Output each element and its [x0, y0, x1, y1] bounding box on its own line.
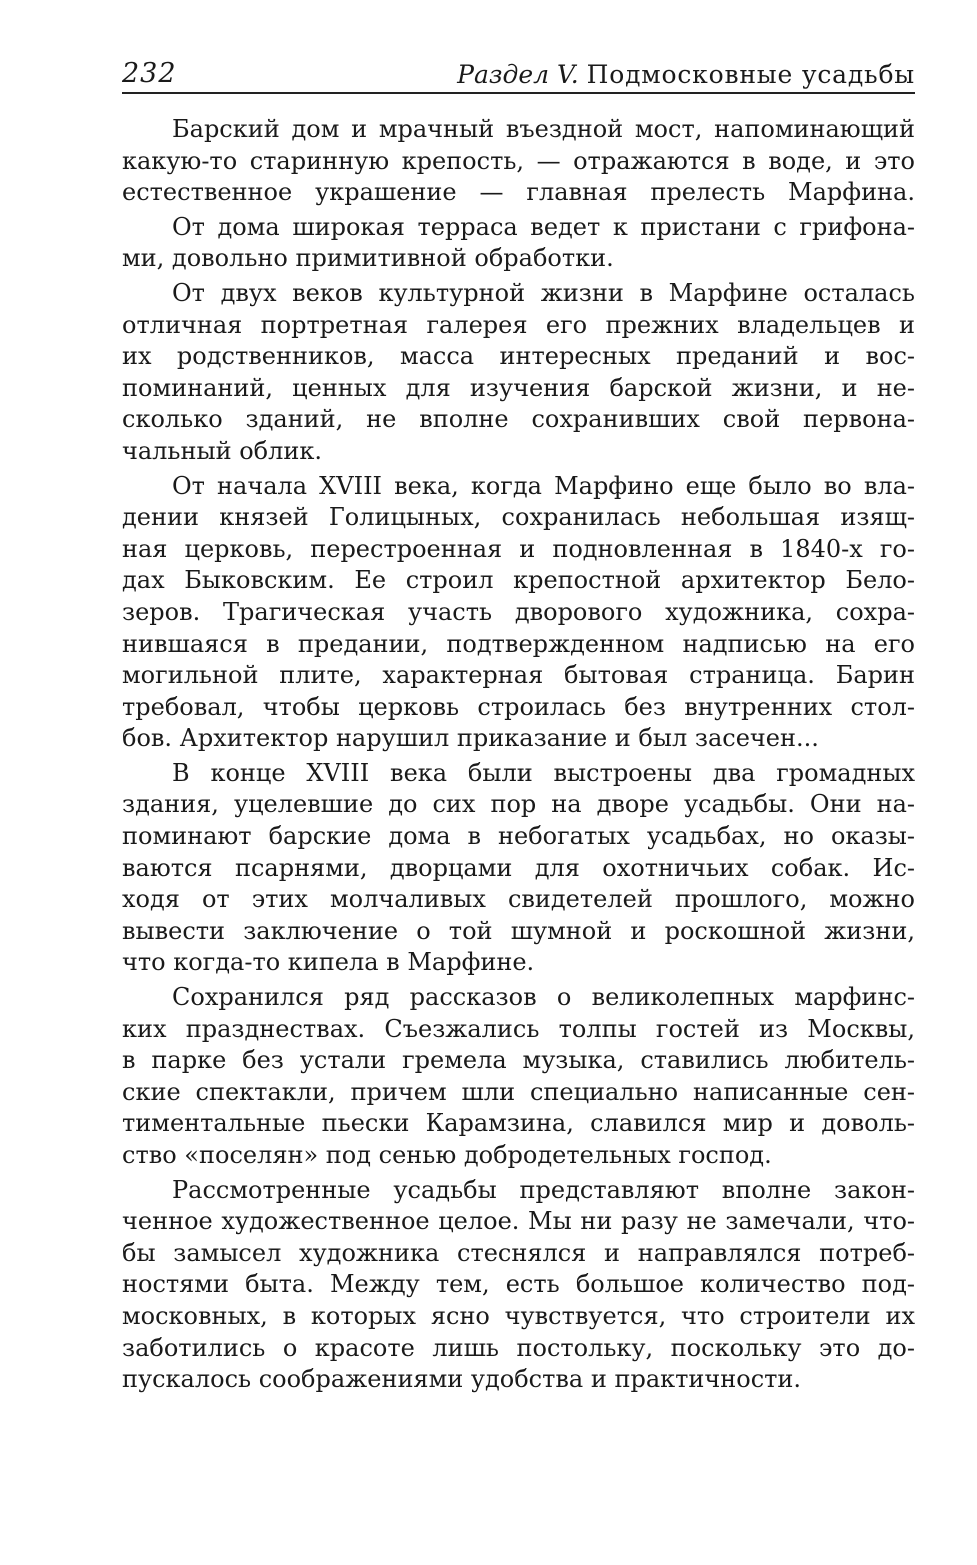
text-line: тиментальные пьески Карамзина, славился мир и доволь-	[122, 1109, 915, 1138]
paragraph	[122, 982, 915, 1172]
text-line: могильной плите, характерная бытовая страница. Барин	[122, 661, 915, 690]
text-line: ваются псарнями, дворцами для охотничьих собак. Ис-	[122, 853, 915, 882]
text-line: дах Быковским. Ее строил крепостной архитектор Бело-	[122, 566, 915, 595]
text-line: ми, довольно примитивной обработки.	[122, 244, 614, 273]
paragraph	[122, 212, 915, 275]
text-line: естественное украшение — главная прелесть Марфина.	[122, 178, 915, 207]
text-line: бов. Архитектор нарушил приказание и был засечен...	[122, 724, 819, 753]
page-header	[122, 56, 915, 94]
text-line: поминаний, ценных для изучения барской жизни, и не-	[122, 373, 915, 402]
text-line: ходя от этих молчаливых свидетелей прошлого, можно	[122, 885, 915, 914]
text-line: зеров. Трагическая участь дворового художника, сохра-	[122, 597, 915, 626]
text-line: Сохранился ряд рассказов о великолепных марфинс-	[172, 983, 915, 1012]
text-line: ная церковь, перестроенная и подновленная в 1840-х го-	[122, 534, 915, 563]
text-line: сколько зданий, не вполне сохранивших свой первона-	[122, 405, 915, 434]
section-label: Раздел V.	[457, 60, 579, 89]
text-line: вывести заключение о той шумной и роскошной жизни,	[122, 916, 915, 945]
text-line: в парке без устали гремела музыка, ставились любитель-	[122, 1046, 915, 1075]
page-number: 232	[122, 58, 177, 89]
text-line: Барский дом и мрачный въездной мост, напоминающий	[172, 115, 915, 143]
text-line: московных, в которых ясно чувствуется, что строители их	[122, 1301, 915, 1330]
chapter-title: Подмосковные усадьбы	[586, 60, 915, 89]
text-line: что когда-то кипела в Марфине.	[122, 948, 535, 977]
paragraph	[122, 114, 915, 209]
text-line: нившаяся в предании, подтвержденном надписью на его	[122, 629, 915, 658]
text-line: поминают барские дома в небогатых усадьбах, но оказы-	[122, 822, 915, 851]
text-line: ких празднествах. Съезжались толпы гостей из Москвы,	[122, 1014, 915, 1043]
text-line: требовал, чтобы церковь строилась без внутренних стол-	[122, 692, 915, 721]
text-line: ченное художественное целое. Мы ни разу не замечали, что-	[122, 1207, 915, 1236]
text-line: отличная портретная галерея его прежних владельцев и	[122, 310, 915, 339]
body-text	[122, 114, 915, 1399]
paragraph	[122, 1175, 915, 1396]
text-line: пускалось соображениями удобства и практичности.	[122, 1365, 802, 1394]
paragraph	[122, 758, 915, 979]
text-line: их родственников, масса интересных преданий и вос-	[122, 342, 915, 371]
text-line: ностями быта. Между тем, есть большое количество под-	[122, 1270, 915, 1299]
text-line: бы замысел художника стеснялся и направлялся потреб-	[122, 1238, 915, 1267]
text-line: ство «поселян» под сенью добродетельных господ.	[122, 1141, 772, 1169]
text-line: В конце XVIII века были выстроены два громадных	[172, 758, 915, 787]
text-line: здания, уцелевшие до сих пор на дворе усадьбы. Они на-	[122, 790, 915, 819]
running-head	[457, 60, 915, 89]
text-line: чальный облик.	[122, 436, 322, 465]
text-line: От двух веков культурной жизни в Марфине осталась	[172, 278, 915, 307]
text-line: ские спектакли, причем шли специально написанные сен-	[122, 1077, 915, 1106]
text-line: заботились о красоте лишь постольку, поскольку это до-	[122, 1333, 915, 1362]
paragraph	[122, 471, 915, 755]
text-line: какую-то старинную крепость, — отражаются в воде, и это	[122, 146, 915, 175]
text-line: От дома широкая терраса ведет к пристани с грифона-	[172, 212, 915, 241]
text-line: От начала XVIII века, когда Марфино еще было во вла-	[172, 471, 915, 500]
paragraph	[122, 278, 915, 468]
text-line: Рассмотренные усадьбы представляют вполне закон-	[172, 1175, 915, 1204]
text-line: дении князей Голицыных, сохранилась небольшая изящ-	[122, 503, 915, 532]
